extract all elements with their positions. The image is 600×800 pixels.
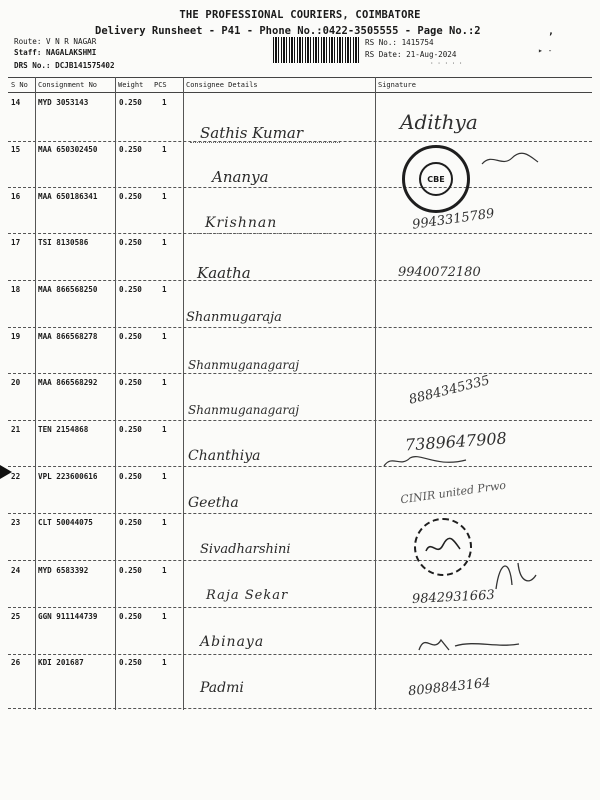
consignee-handwriting: Geetha [188,495,239,511]
row-consignment: TSI 8130586 [38,238,89,247]
signature-handwriting: 8098843164 [407,675,492,700]
signature-handwriting: Adithya [400,110,478,134]
signature-handwriting: 9842931663 [411,587,496,608]
row-sno: 21 [11,425,21,434]
col-header-sno: S No [11,81,28,89]
row-consignment: MAA 866568250 [38,285,98,294]
row-consignment: MAA 866568292 [38,378,98,387]
row-separator [8,466,592,467]
row-consignment: CLT 50044075 [38,518,93,527]
row-separator [8,708,592,709]
row-consignment: VPL 223600616 [38,472,98,481]
row-weight: 0.250 [119,658,142,667]
row-pcs: 1 [162,192,167,201]
row-separator [8,280,592,281]
row-consignment: TEN 2154868 [38,425,89,434]
page-edge-marker [0,465,12,479]
signature-scribble [490,555,540,595]
row-weight: 0.250 [119,566,142,575]
row-pcs: 1 [162,378,167,387]
column-divider [35,77,36,710]
row-pcs: 1 [162,425,167,434]
row-consignment: MAA 650302450 [38,145,98,154]
signature-handwriting: 9940072180 [398,265,481,280]
row-separator [8,513,592,514]
consignee-handwriting: Ananya [212,168,269,186]
consignee-handwriting: Chanthiya [188,448,261,464]
row-pcs: 1 [162,145,167,154]
row-sno: 24 [11,566,21,575]
row-pcs: 1 [162,238,167,247]
row-weight: 0.250 [119,145,142,154]
row-weight: 0.250 [119,612,142,621]
signature-handwriting: 8884345335 [407,373,492,408]
col-header-weight: Weight [118,81,144,89]
column-divider [115,77,116,710]
row-pcs: 1 [162,98,167,107]
row-separator [8,420,592,421]
row-sno: 26 [11,658,21,667]
subtitle-mark: , [548,26,555,37]
row-sno: 20 [11,378,21,387]
row-sno: 15 [11,145,21,154]
row-pcs: 1 [162,612,167,621]
col-header-consignment: Consignment No [38,81,98,89]
row-weight: 0.250 [119,332,142,341]
col-header-pcs: PCS [154,81,167,89]
barcode [273,37,359,63]
consignee-handwriting: Sivadharshini [200,542,291,557]
row-consignment: MYD 3053143 [38,98,89,107]
handwriting-underline [190,233,330,234]
row-weight: 0.250 [119,285,142,294]
consignee-handwriting: Shanmuganagaraj [188,358,300,372]
scan-noise: · · · · · [430,60,463,67]
signature-handwriting: 9943315789 [411,206,496,233]
rs-date: RS Date: 21-Aug-2024 [365,50,457,59]
row-sno: 22 [11,472,21,481]
col-header-signature: Signature [378,81,416,89]
consignee-handwriting: Padmi [200,680,244,696]
row-sno: 19 [11,332,21,341]
staff-label: Staff: NAGALAKSHMI [14,48,97,57]
company-title: THE PROFESSIONAL COURIERS, COIMBATORE [179,9,421,21]
row-sno: 18 [11,285,21,294]
table-header-border [8,92,592,93]
consignee-handwriting: Raja Sekar [206,588,289,603]
column-divider [375,77,376,710]
row-sno: 16 [11,192,21,201]
row-weight: 0.250 [119,98,142,107]
column-divider [183,77,184,710]
signature-scribble [480,150,540,170]
seal-scribble [423,535,463,559]
company-seal [402,145,470,213]
row-weight: 0.250 [119,378,142,387]
row-pcs: 1 [162,518,167,527]
row-sno: 25 [11,612,21,621]
row-consignment: MAA 866568278 [38,332,98,341]
consignee-handwriting: Shanmugaraja [186,310,282,325]
row-consignment: KDI 201687 [38,658,84,667]
consignee-handwriting: Shanmuganagaraj [188,403,300,417]
consignee-handwriting: Kaatha [197,264,251,282]
row-weight: 0.250 [119,192,142,201]
row-pcs: 1 [162,658,167,667]
row-consignment: MAA 650186341 [38,192,98,201]
scan-speck-mark: ▸ ‐ [538,46,553,55]
row-pcs: 1 [162,332,167,341]
table-top-border [8,77,592,78]
row-pcs: 1 [162,472,167,481]
signature-scribble [380,448,470,472]
consignee-handwriting: Sathis Kumar [200,124,304,142]
signature-scribble [415,630,525,656]
row-sno: 23 [11,518,21,527]
row-consignment: GGN 911144739 [38,612,98,621]
row-pcs: 1 [162,285,167,294]
row-weight: 0.250 [119,472,142,481]
row-consignment: MYD 6583392 [38,566,89,575]
handwriting-underline [190,142,340,143]
seal-center-text: CBE [419,162,453,196]
row-pcs: 1 [162,566,167,575]
row-sno: 14 [11,98,21,107]
row-weight: 0.250 [119,425,142,434]
row-weight: 0.250 [119,518,142,527]
rs-number: RS No.: 1415754 [365,38,434,47]
signature-handwriting: 7389647908 [404,428,508,455]
row-weight: 0.250 [119,238,142,247]
route-label: Route: V N R NAGAR [14,37,97,46]
round-seal [414,518,472,576]
row-separator [8,373,592,374]
row-separator [8,327,592,328]
runsheet-subtitle: Delivery Runsheet - P41 - Phone No.:0422-3505555 - Page No.:2 [95,25,481,37]
row-sno: 17 [11,238,21,247]
drs-number: DRS No.: DCJB141575402 [14,61,115,70]
consignee-handwriting: Krishnan [205,215,278,231]
row-separator [8,607,592,608]
consignee-handwriting: Abinaya [200,634,265,650]
row-separator [8,187,592,188]
col-header-consignee: Consignee Details [186,81,258,89]
signature-handwriting: CINIR united Prwo [399,478,507,507]
